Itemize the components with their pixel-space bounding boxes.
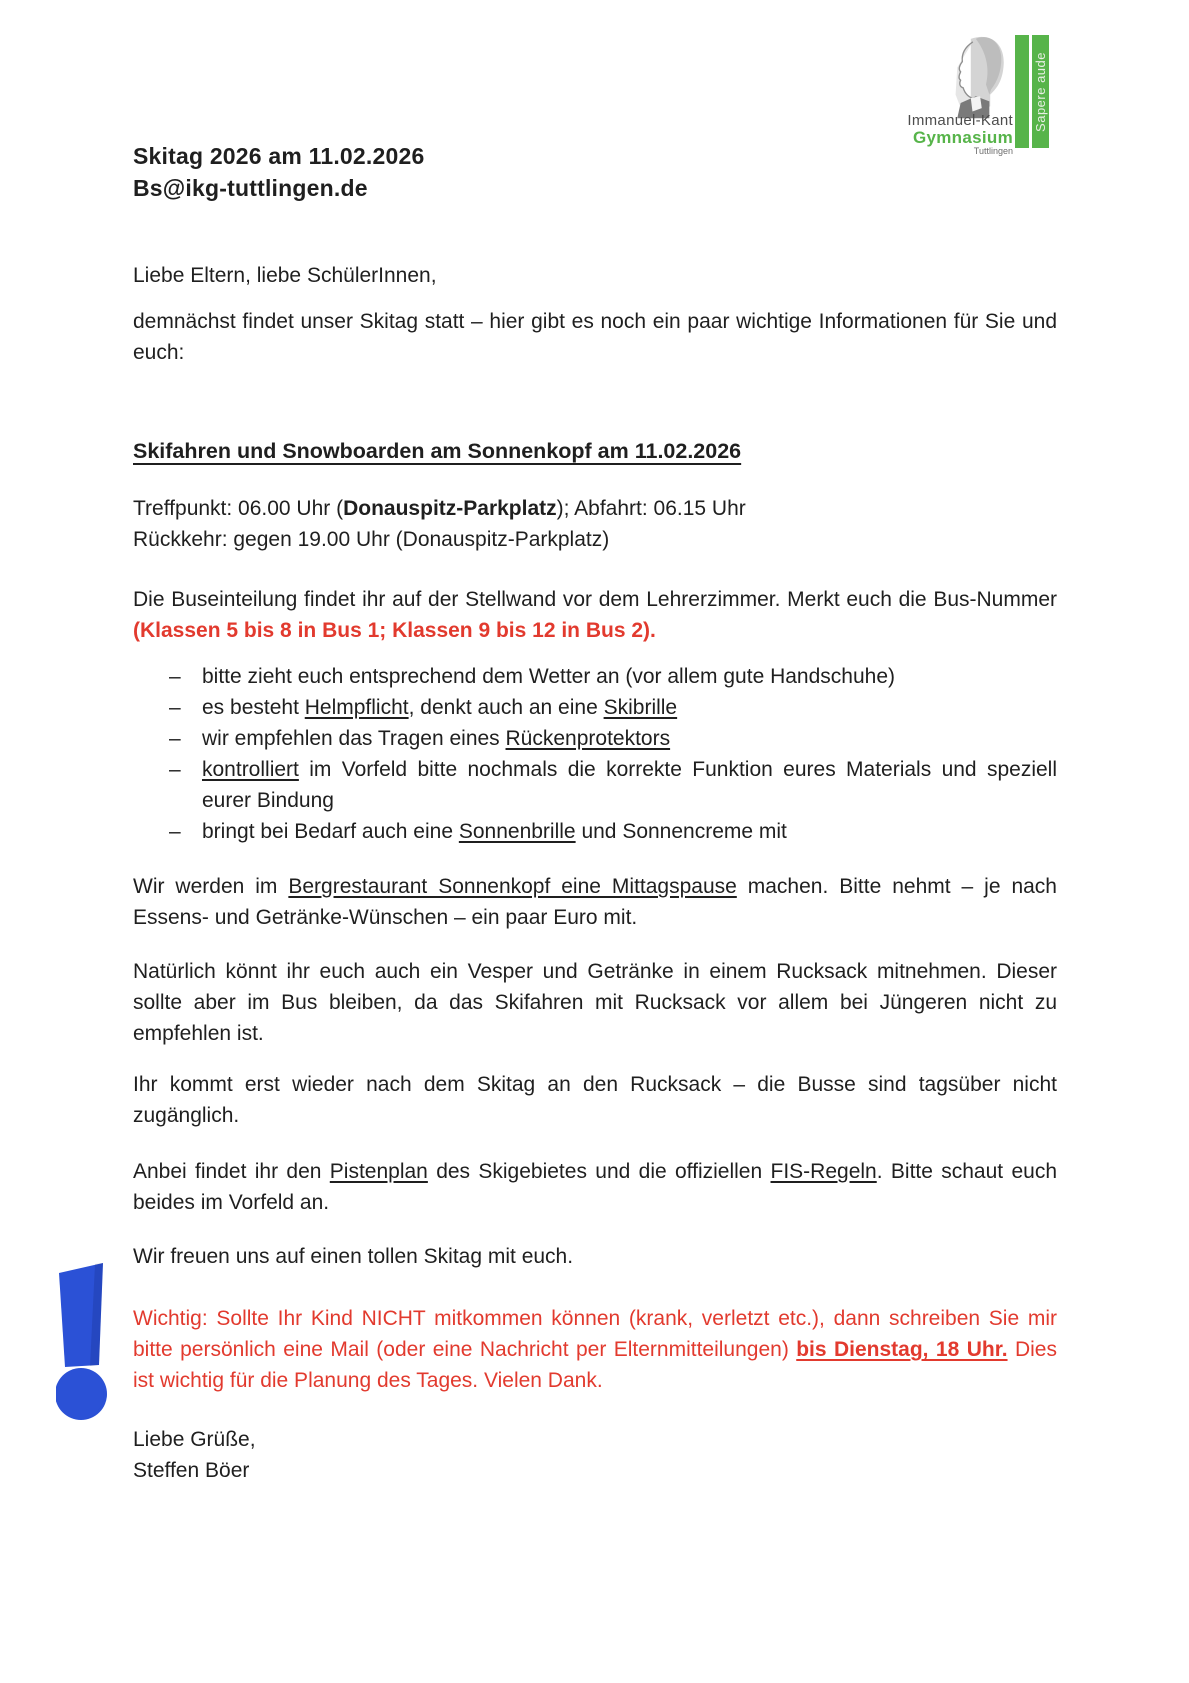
dash-bullet-icon: – (169, 665, 181, 688)
signoff-greeting: Liebe Grüße, (133, 1428, 256, 1451)
checklist-item-text: wir empfehlen das Tragen eines Rückenprotektors (202, 727, 671, 750)
checklist-item (133, 692, 1057, 723)
school-name-line3: Tuttlingen (973, 146, 1013, 157)
meeting-info (133, 493, 1057, 555)
checklist-item (133, 816, 1057, 847)
important-notice: Wichtig: Sollte Ihr Kind NICHT mitkommen können (krank, verletzt etc.), dann schreiben Sie mir bitte persönlich eine Mail (oder eine Nachricht per Elternmitteilungen) bis Dienstag, 18 Uhr. Dies ist wichtig für die Planung des Tages. Vielen Dank. (133, 1307, 1057, 1392)
section-heading-text: Skifahren und Snowboarden am Sonnenkopf am 11.02.2026 (133, 439, 742, 463)
closing-line: Wir freuen uns auf einen tollen Skitag mit euch. (133, 1245, 574, 1268)
exclamation-icon (56, 1261, 110, 1425)
letter-title: Skitag 2026 am 11.02.2026 (133, 143, 425, 169)
checklist-item-text: es besteht Helmpflicht, denkt auch an eine Skibrille (202, 696, 678, 719)
checklist-item (133, 661, 1057, 692)
contact-email: Bs@ikg-tuttlingen.de (133, 175, 368, 201)
backpack-paragraph: Natürlich könnt ihr euch auch ein Vesper und Getränke in einem Rucksack mitnehmen. Dieser sollte aber im Bus bleiben, da das Skifahren mit Rucksack vor allem bei Jüngeren nicht zu empfehlen ist. (133, 960, 1057, 1045)
bus-paragraph: Die Buseinteilung findet ihr auf der Stellwand vor dem Lehrerzimmer. Merkt euch die Bus-Nummer (Klassen 5 bis 8 in Bus 1; Klassen 9 bis 12 in Bus 2). (133, 588, 1057, 642)
dash-bullet-icon: – (169, 820, 181, 843)
checklist-item (133, 723, 1057, 754)
checklist-item-text: bringt bei Bedarf auch eine Sonnenbrille und Sonnencreme mit (202, 820, 787, 843)
salutation: Liebe Eltern, liebe SchülerInnen, (133, 264, 437, 287)
attachments-paragraph: Anbei findet ihr den Pistenplan des Skigebietes und die offiziellen FIS-Regeln. Bitte schaut euch beides im Vorfeld an. (133, 1160, 1057, 1214)
intro-paragraph: demnächst findet unser Skitag statt – hier gibt es noch ein paar wichtige Informationen für Sie und euch: (133, 310, 1057, 364)
dash-bullet-icon: – (169, 727, 181, 750)
checklist-item-text: bitte zieht euch entsprechend dem Wetter an (vor allem gute Handschuhe) (202, 665, 895, 688)
access-paragraph: Ihr kommt erst wieder nach dem Skitag an den Rucksack – die Busse sind tagsüber nicht zugänglich. (133, 1073, 1057, 1127)
signoff (133, 1424, 1057, 1486)
letter-body (133, 0, 1057, 1486)
letter-header (133, 140, 1057, 204)
section-heading (133, 436, 1057, 467)
signoff-name: Steffen Böer (133, 1459, 250, 1482)
dash-bullet-icon: – (169, 758, 181, 781)
checklist-item (133, 754, 1057, 816)
meeting-line-2: Rückkehr: gegen 19.00 Uhr (Donauspitz-Parkplatz) (133, 528, 610, 551)
school-name-line2: Gymnasium (912, 127, 1013, 147)
checklist (133, 661, 1057, 847)
lunch-paragraph: Wir werden im Bergrestaurant Sonnenkopf eine Mittagspause machen. Bitte nehmt – je nach Essens- und Getränke-Wünschen – ein paar Euro mit. (133, 875, 1057, 929)
dash-bullet-icon: – (169, 696, 181, 719)
school-name-line1: Immanuel-Kant (907, 111, 1013, 129)
meeting-line-1: Treffpunkt: 06.00 Uhr (Donauspitz-Parkplatz); Abfahrt: 06.15 Uhr (133, 497, 746, 520)
checklist-item-text: kontrolliert im Vorfeld bitte nochmals die korrekte Funktion eures Materials und speziell eurer Bindung (202, 758, 1057, 812)
logo-motto: Sapere aude (1033, 51, 1048, 132)
